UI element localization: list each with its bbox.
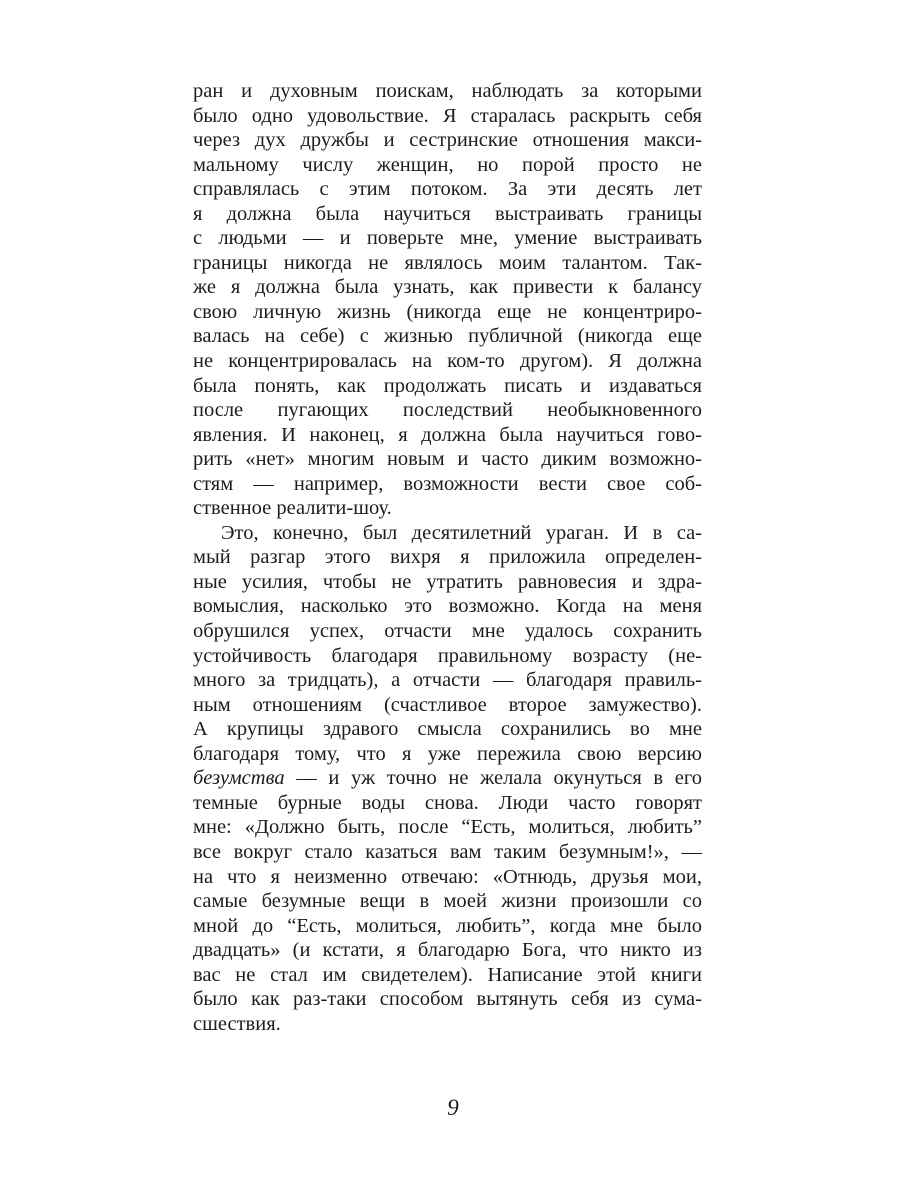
text-line: была понять, как продолжать писать и издаваться [193,374,702,397]
paragraph [193,79,702,521]
text-line: обрушился успех, отчасти мне удалось сохранить [193,620,702,643]
body-text [193,79,702,1036]
text-line: мальному числу женщин, но порой просто не [193,153,702,176]
text-line: самые безумные вещи в моей жизни произошли со [193,890,702,913]
text-line: же я должна была узнать, как привести к балансу [193,276,702,299]
text-line: ран и духовным поискам, наблюдать за которыми [193,80,702,102]
text-line: все вокруг стало казаться вам таким безумным!», — [193,840,702,863]
text-line: было как раз-таки способом вытянуть себя из сума- [193,988,702,1011]
text-line: устойчивость благодаря правильному возрасту (не- [193,644,702,667]
text-line: явления. И наконец, я должна была научиться гово- [193,423,702,446]
text-line: ные усилия, чтобы не утратить равновесия и здра- [193,570,702,593]
text-line: границы никогда не являлось моим талантом. Так- [193,251,702,274]
text-line: с людьми — и поверьте мне, умение выстраивать [193,227,702,250]
text-line: темные бурные воды снова. Люди часто говорят [193,791,702,814]
emphasis-word: безумства [193,767,285,790]
text-line: стям — например, возможности вести свое соб- [193,472,702,495]
text-line: через дух дружбы и сестринские отношения макси- [193,129,702,152]
page-number: 9 [447,1095,459,1120]
text-line: не концентрировалась на ком-то другом). Я должна [193,350,702,373]
text-line: было одно удовольствие. Я старалась раскрыть себя [193,104,702,127]
text-line: вомыслия, насколько это возможно. Когда на меня [193,595,702,618]
text-line: мной до “Есть, молиться, любить”, когда мне было [193,914,702,937]
text-line: справлялась с этим потоком. За эти десять лет [193,178,702,201]
text-line: валась на себе) с жизнью публичной (никогда еще [193,325,702,348]
text-line: двадцать» (и кстати, я благодарю Бога, что никто из [193,939,702,962]
text-line: много за тридцать), а отчасти — благодаря правиль- [193,669,702,692]
text-line: свою личную жизнь (никогда еще не концентриро- [193,300,702,323]
text-line: сшествия. [193,1012,281,1035]
text-line: рить «нет» многим новым и часто диким возможно- [193,448,702,471]
text-line: на что я неизменно отвечаю: «Отнюдь, друзья мои, [193,865,702,888]
text-line: я должна была научиться выстраивать границы [193,202,702,225]
text-line: мый разгар этого вихря я приложила определен- [193,546,702,569]
text-line: А крупицы здравого смысла сохранились во мне [193,718,702,741]
text-line: безумства — и уж точно не желала окунуться в его [193,767,702,790]
text-line: благодаря тому, что я уже пережила свою версию [193,742,702,765]
text-line: ственное реалити-шоу. [193,497,392,520]
text-line: вас не стал им свидетелем). Написание этой книги [193,963,702,986]
paragraph [193,521,702,1036]
text-line: Это, конечно, был десятилетний ураган. И в са- [221,521,702,544]
text-line: после пугающих последствий необыкновенного [193,399,702,422]
text-line: мне: «Должно быть, после “Есть, молиться, любить” [193,816,702,839]
text-line: ным отношениям (счастливое второе замужество). [193,693,702,716]
